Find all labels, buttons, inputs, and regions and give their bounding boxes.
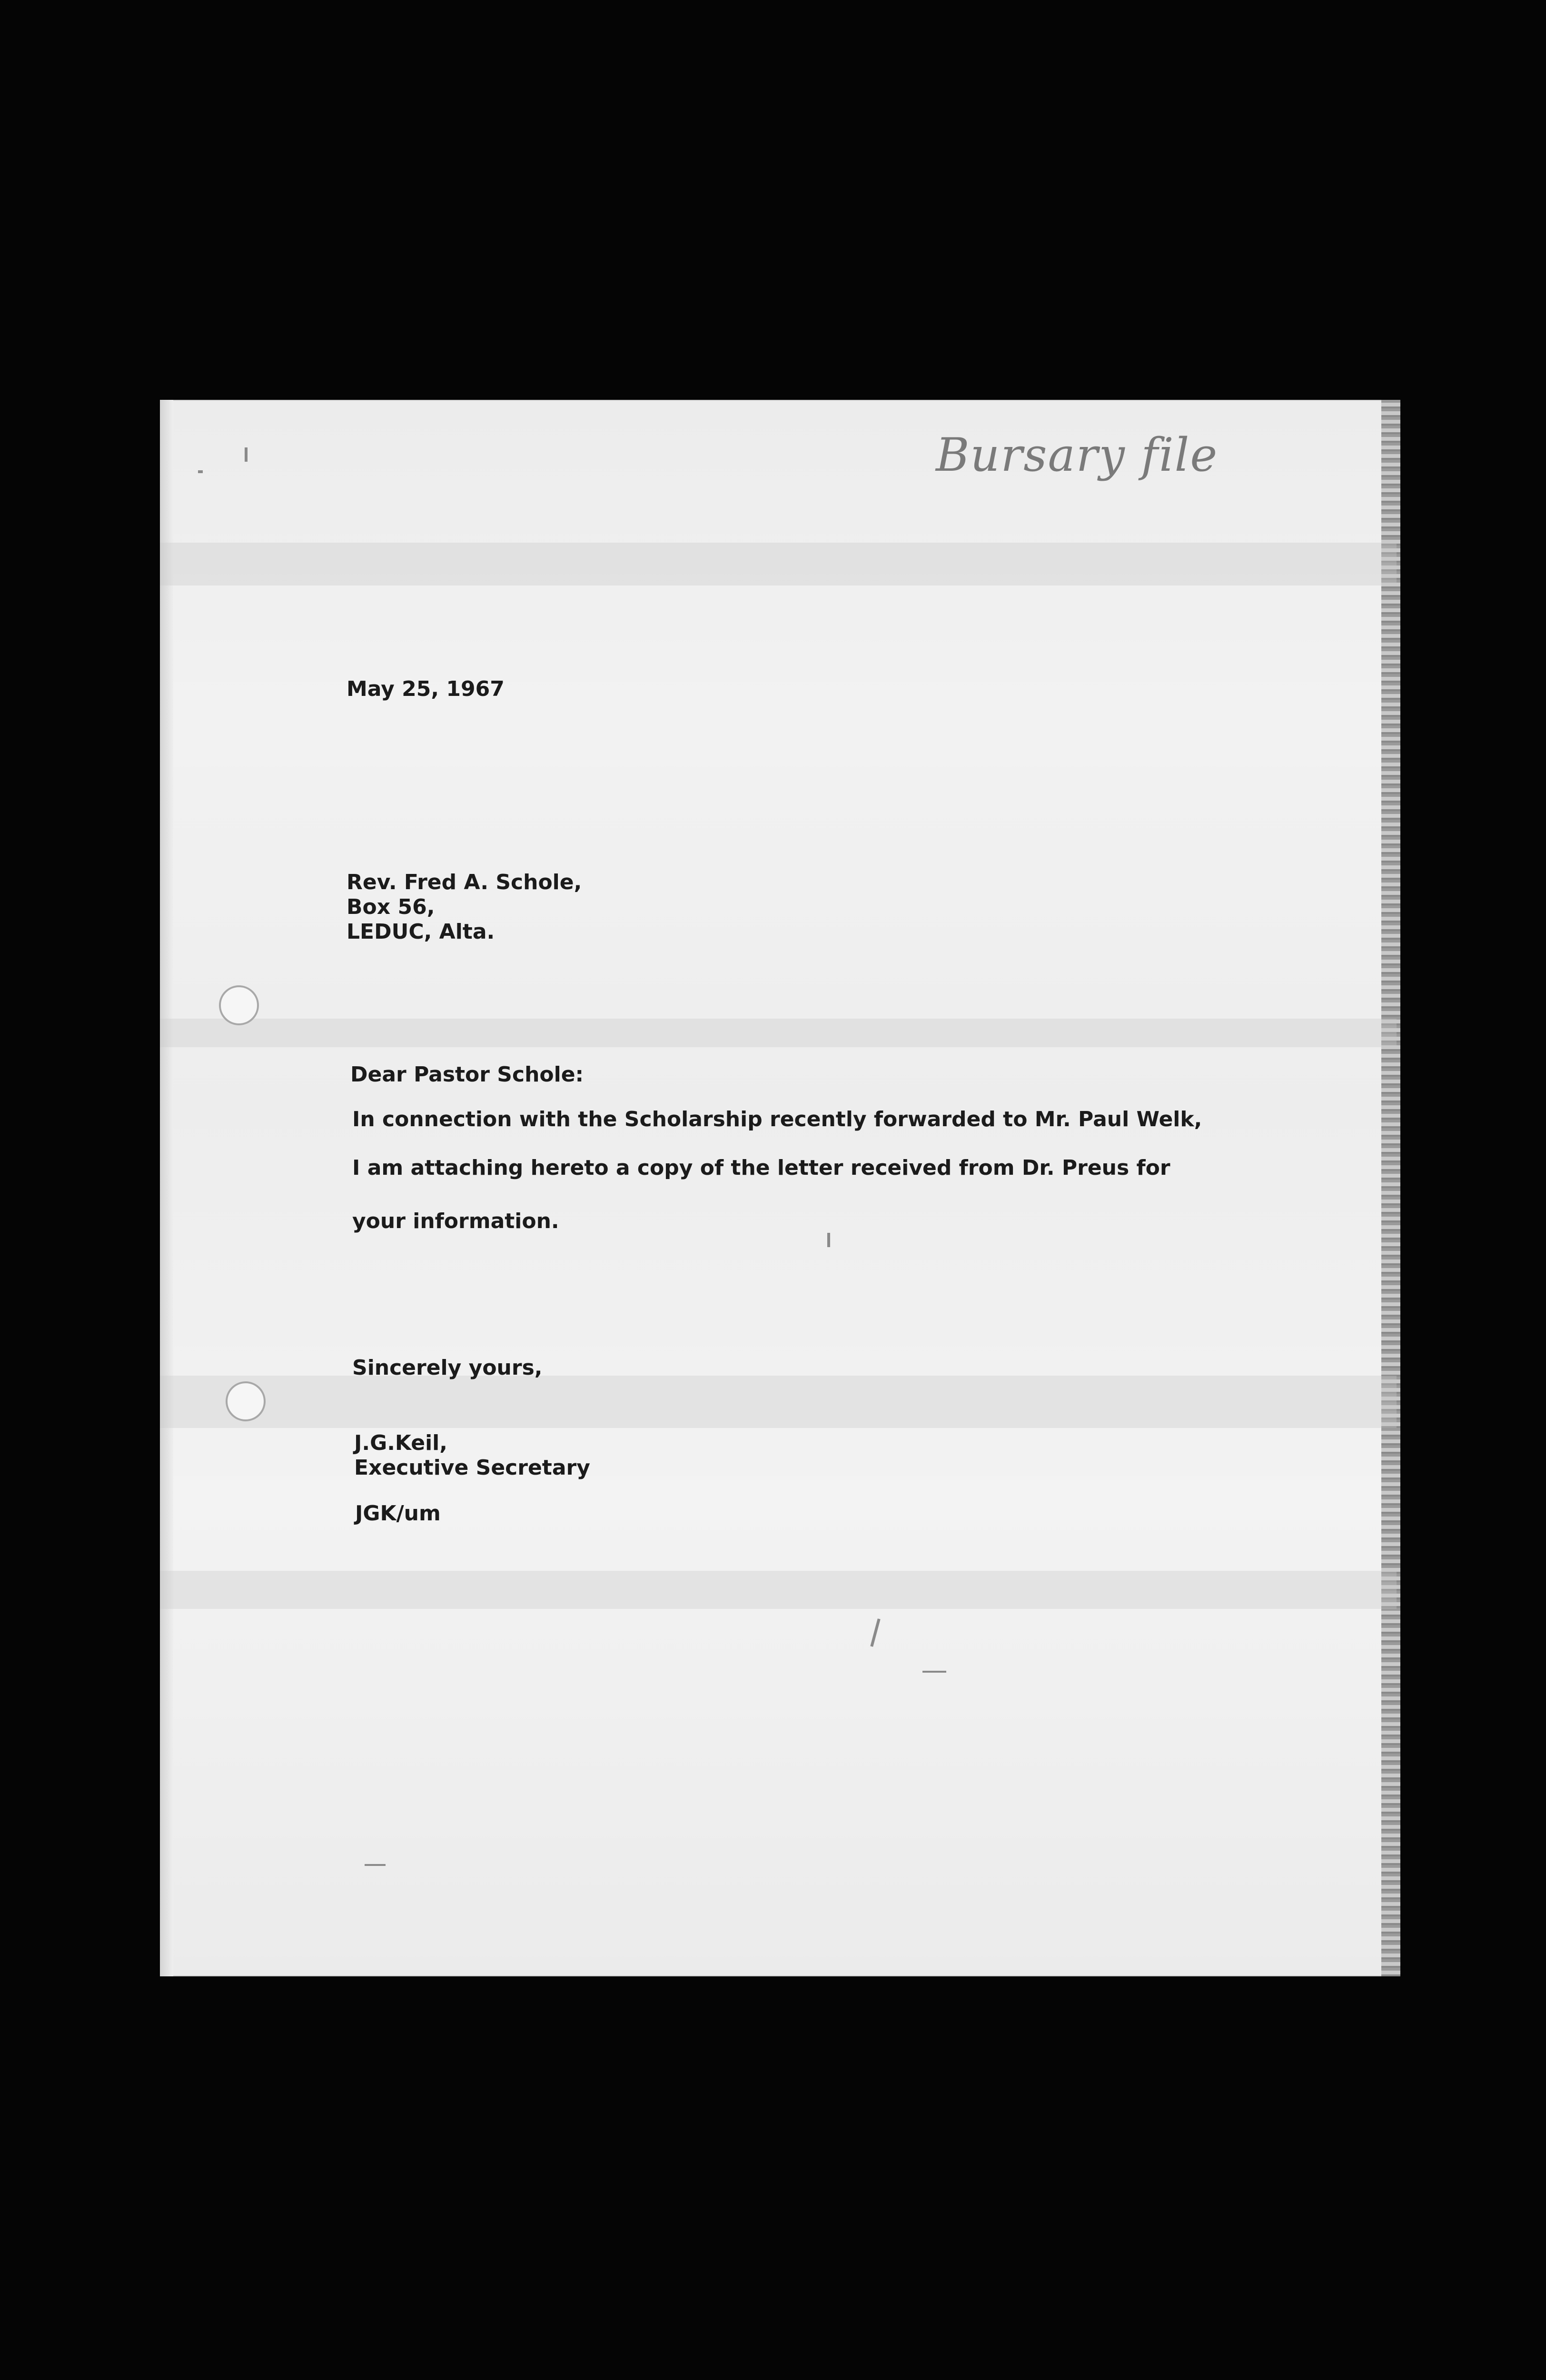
scan-band: [160, 1376, 1397, 1428]
scan-band: [160, 543, 1397, 585]
recipient-city: LEDUC, Alta.: [347, 920, 495, 944]
mark: [870, 1618, 880, 1647]
closing: Sincerely yours,: [352, 1356, 543, 1380]
signature-name: J.G.Keil,: [354, 1431, 447, 1455]
scan-band: [160, 1019, 1397, 1047]
mark: [245, 447, 248, 462]
mark: [922, 1671, 946, 1673]
body-line: I am attaching hereto a copy of the letter received from Dr. Preus for: [352, 1156, 1170, 1180]
punch-hole-top: [219, 985, 259, 1025]
punch-hole-bottom: [226, 1381, 266, 1421]
page-left-edge: [160, 400, 173, 1976]
signature-title: Executive Secretary: [354, 1456, 590, 1480]
recipient-name: Rev. Fred A. Schole,: [347, 870, 582, 894]
body-line: your information.: [352, 1209, 559, 1233]
letter-date: May 25, 1967: [347, 677, 505, 701]
page-right-edge: [1381, 400, 1400, 1976]
letter-page: [160, 400, 1397, 1976]
recipient-box: Box 56,: [347, 895, 435, 919]
salutation: Dear Pastor Schole:: [350, 1062, 584, 1087]
body-line: In connection with the Scholarship recently forwarded to Mr. Paul Welk,: [352, 1107, 1202, 1131]
mark: [198, 470, 203, 473]
mark: [365, 1864, 386, 1866]
reference-initials: JGK/um: [355, 1501, 441, 1526]
bursary-file-annotation: Bursary file: [936, 428, 1219, 482]
scan-band: [160, 1571, 1397, 1609]
mark: [827, 1233, 830, 1247]
